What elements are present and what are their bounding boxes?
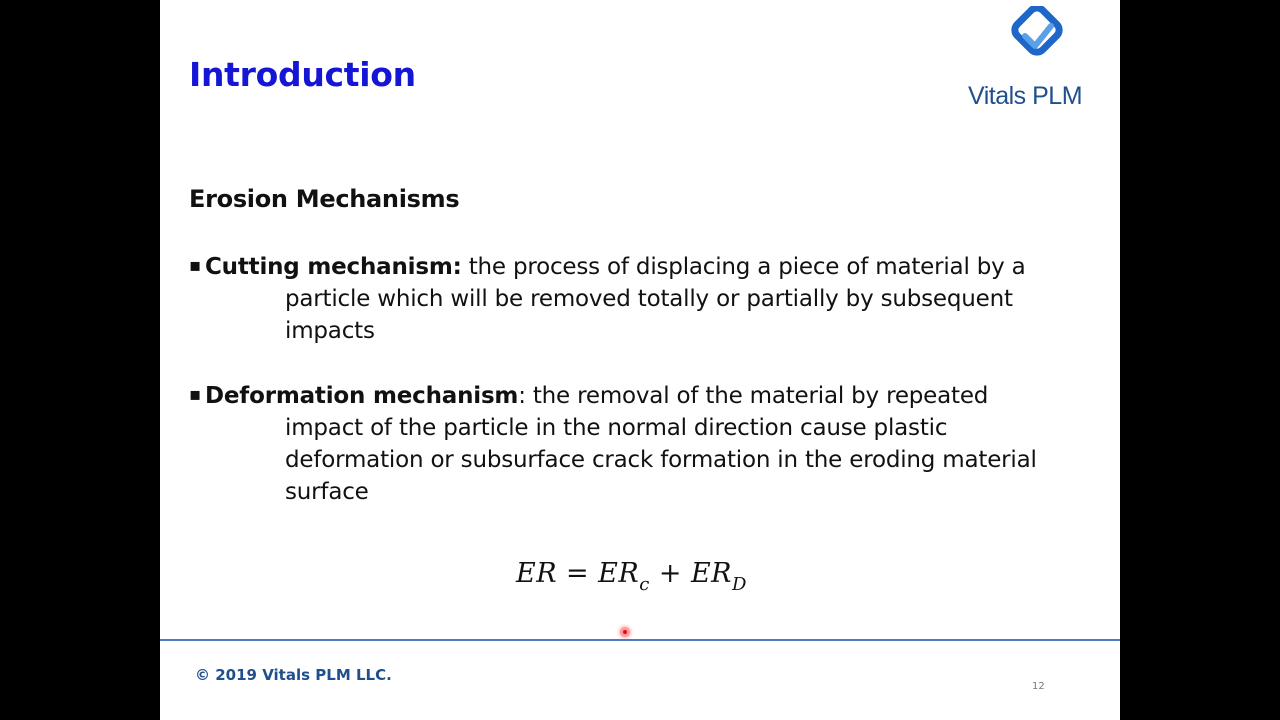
- bullet-continuation: impact of the particle in the normal direction cause plastic deformation or subsurface crack formation in the eroding material surface: [285, 415, 1037, 505]
- equation-lhs: ER: [516, 558, 558, 589]
- equation-equals: =: [566, 558, 590, 589]
- heart-check-diamond-icon: [1005, 6, 1069, 70]
- section-heading: Erosion Mechanisms: [189, 185, 460, 213]
- copyright-text: © 2019 Vitals PLM LLC.: [195, 666, 392, 684]
- equation-term-deformation: ER: [690, 558, 732, 589]
- equation-sub-c: c: [639, 574, 650, 595]
- bullet-term: Deformation mechanism: [205, 383, 519, 409]
- equation-term-cutting: ER: [598, 558, 640, 589]
- bullet-cutting-mechanism: [189, 250, 1069, 347]
- bullet-deformation-mechanism: [189, 379, 1069, 508]
- logo-text: Vitals PLM: [968, 82, 1083, 110]
- bullet-icon: ▪: [189, 255, 201, 276]
- equation-plus: +: [658, 558, 682, 589]
- company-logo: [965, 6, 1105, 112]
- bullet-term: Cutting mechanism:: [205, 254, 462, 280]
- bullet-text: : the removal of the material by repeated: [518, 383, 989, 409]
- bullet-icon: ▪: [189, 384, 201, 405]
- erosion-rate-equation: [516, 558, 747, 595]
- equation-sub-d: D: [731, 574, 747, 595]
- bullet-continuation: particle which will be removed totally or partially by subsequent impacts: [285, 286, 1013, 344]
- footer-divider: [160, 639, 1120, 641]
- bullet-text: the process of displacing a piece of material by a: [461, 254, 1026, 280]
- slide-title: Introduction: [189, 55, 416, 94]
- laser-pointer: [620, 627, 630, 637]
- page-number: 12: [1032, 681, 1045, 692]
- slide: [160, 0, 1120, 720]
